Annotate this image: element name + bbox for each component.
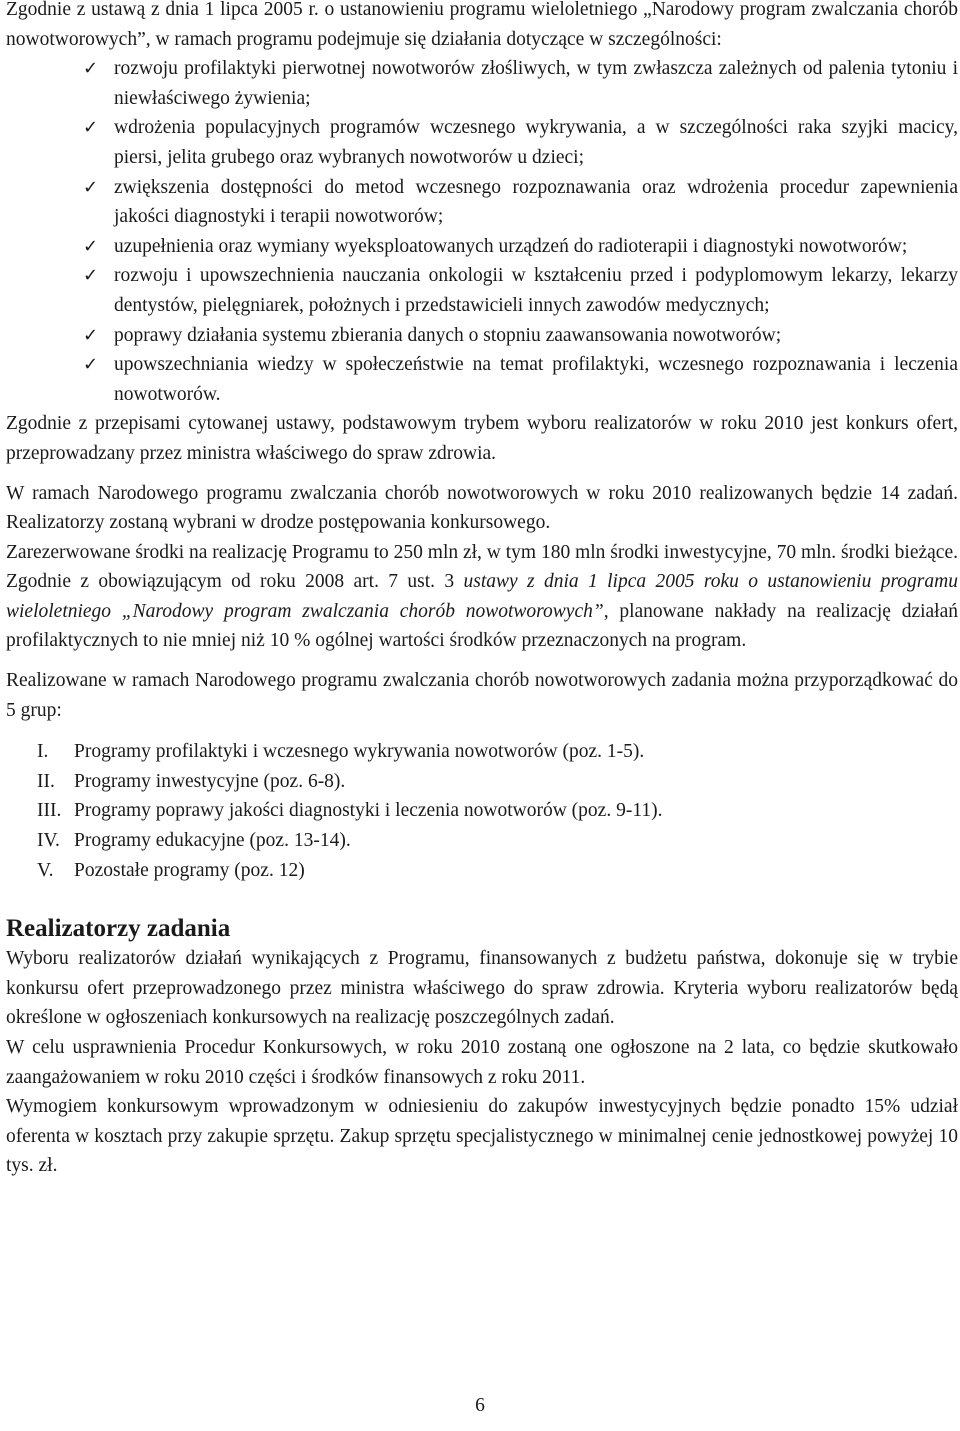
checkmark-icon: ✓ xyxy=(83,176,99,198)
list-item: V. Pozostałe programy (poz. 12) xyxy=(6,856,958,886)
group-number: II. xyxy=(37,770,55,792)
checkmark-icon: ✓ xyxy=(83,265,99,287)
list-item: ✓ zwiększenia dostępności do metod wczesnego rozpoznawania oraz wdrożenia procedur zapewnienia jakości diagnostyki i terapii nowotworów; xyxy=(114,173,958,232)
selection-paragraph: Zgodnie z przepisami cytowanej ustawy, podstawowym trybem wyboru realizatorów w roku 2010 jest konkurs ofert, przeprowadzany przez ministra właściwego do spraw zdrowia. xyxy=(6,413,958,464)
group-number: III. xyxy=(37,800,62,822)
list-item: IV. Programy edukacyjne (poz. 13-14). xyxy=(6,826,958,856)
intro-paragraph: Zgodnie z ustawą z dnia 1 lipca 2005 r. o ustanowieniu programu wieloletniego „Narodowy program zwalczania chorób nowotworowych”, w ramach programu podejmuje się działania dotyczące w szczególności: xyxy=(6,0,958,50)
tasks-paragraph: W ramach Narodowego programu zwalczania chorób nowotworowych w roku 2010 realizowanych będzie 14 zadań. Realizatorzy zostaną wybrani w drodze postępowania konkursowego. xyxy=(6,482,958,534)
law-paragraph: Zgodnie z obowiązującym od roku 2008 art. 7 ust. 3 ustawy z dnia 1 lipca 2005 roku o ustanowieniu programu wieloletniego „Narodowy program zwalczania chorób nowotworowych”, planowane nakłady na realizację działań profilaktycznych to nie mniej niż 10 % ogólnej wartości środków przeznaczonych na program. xyxy=(6,571,958,652)
groups-list xyxy=(6,737,958,885)
checkmark-icon: ✓ xyxy=(83,324,99,346)
section-paragraph: Wymogiem konkursowym wprowadzonym w odniesieniu do zakupów inwestycyjnych będzie ponadto 15% udział oferenta w kosztach przy zakupie sprzętu. Zakup sprzętu specjalistycznego w minimalnej cenie jednostkowej powyżej 10 tys. zł. xyxy=(6,1096,958,1177)
group-number: IV. xyxy=(37,830,60,852)
checkmark-icon: ✓ xyxy=(83,235,99,257)
law-citation: ustawy z dnia 1 lipca 2005 roku o ustanowieniu programu wieloletniego „Narodowy program zwalczania chorób nowotworowych” xyxy=(6,571,958,622)
document-page xyxy=(6,0,958,1181)
list-item: ✓ poprawy działania systemu zbierania danych o stopniu zaawansowania nowotworów; xyxy=(114,321,958,351)
list-item: ✓ upowszechniania wiedzy w społeczeństwie na temat profilaktyki, wczesnego rozpoznawania i leczenia nowotworów. xyxy=(114,350,958,409)
section-paragraph: W celu usprawnienia Procedur Konkursowych, w roku 2010 zostaną one ogłoszone na 2 lata, co będzie skutkowało zaangażowaniem w roku 2010 części i środków finansowych z roku 2011. xyxy=(6,1037,958,1088)
funds-paragraph: Zarezerwowane środki na realizację Programu to 250 mln zł, w tym 180 mln środki inwestycyjne, 70 mln. środki bieżące. xyxy=(6,541,958,563)
list-item: I. Programy profilaktyki i wczesnego wykrywania nowotworów (poz. 1-5). xyxy=(6,737,958,767)
list-item: ✓ rozwoju i upowszechnienia nauczania onkologii w kształceniu przed i podyplomowym lekarzy, lekarzy dentystów, pielęgniarek, położnych i przedstawicieli innych zawodów medycznych; xyxy=(114,261,958,320)
list-item: ✓ wdrożenia populacyjnych programów wczesnego wykrywania, a w szczególności raka szyjki macicy, piersi, jelita grubego oraz wybranych nowotworów u dzieci; xyxy=(114,113,958,172)
checkmark-icon: ✓ xyxy=(83,354,99,376)
section-heading: Realizatorzy zadania xyxy=(6,915,231,943)
page-number: 6 xyxy=(475,1395,485,1416)
list-item: ✓ rozwoju profilaktyki pierwotnej nowotworów złośliwych, w tym zwłaszcza zależnych od palenia tytoniu i niewłaściwego żywienia; xyxy=(114,54,958,113)
list-item: II. Programy inwestycyjne (poz. 6-8). xyxy=(6,767,958,797)
checkmark-icon: ✓ xyxy=(83,58,99,80)
group-number: V. xyxy=(37,859,54,881)
groups-paragraph: Realizowane w ramach Narodowego programu zwalczania chorób nowotworowych zadania można przyporządkować do 5 grup: xyxy=(6,670,958,721)
list-item: III. Programy poprawy jakości diagnostyki i leczenia nowotworów (poz. 9-11). xyxy=(6,796,958,826)
list-item: ✓ uzupełnienia oraz wymiany wyeksploatowanych urządzeń do radioterapii i diagnostyki nowotworów; xyxy=(114,232,958,262)
group-number: I. xyxy=(37,741,49,763)
section-paragraph: Wyboru realizatorów działań wynikających z Programu, finansowanych z budżetu państwa, dokonuje się w trybie konkursu ofert przeprowadzonego przez ministra właściwego do spraw zdrowia. Kryteria wyboru realizatorów będą określone w ogłoszeniach konkursowych na realizację poszczególnych zadań. xyxy=(6,948,958,1029)
activities-list xyxy=(6,54,958,409)
checkmark-icon: ✓ xyxy=(83,117,99,139)
